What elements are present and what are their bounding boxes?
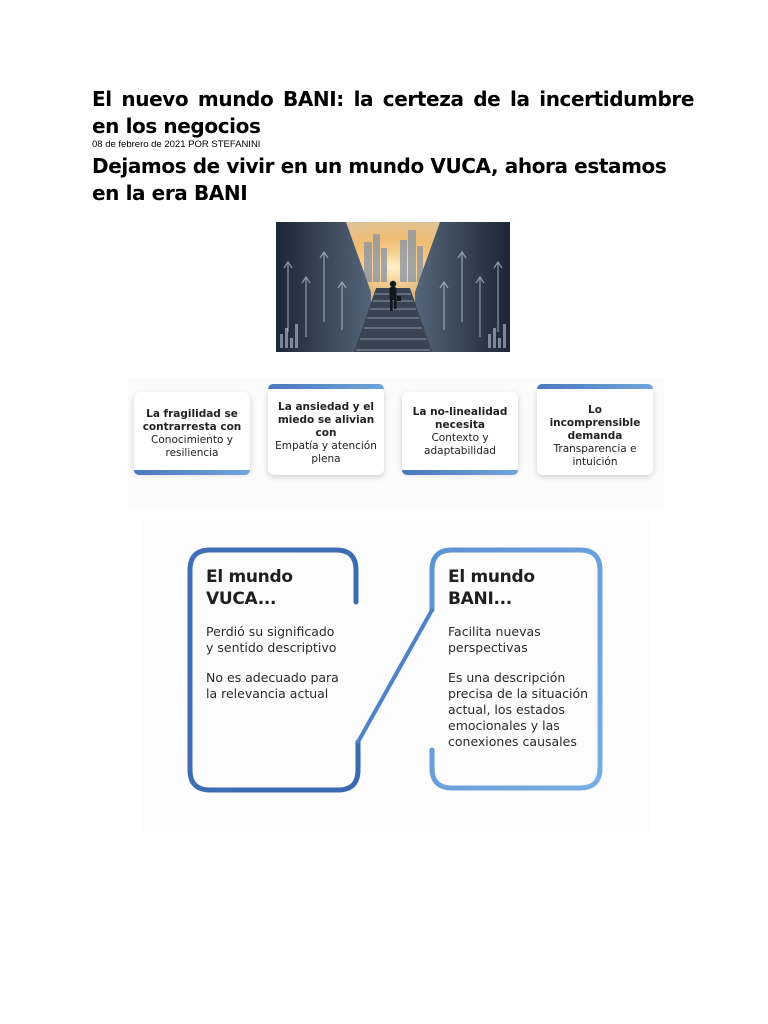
stairs-city-illustration — [276, 222, 510, 352]
card-body: Transparencia e intuición — [553, 443, 637, 468]
article-byline: 08 de febrero de 2021 POR STEFANINI — [92, 139, 261, 150]
article-title: El nuevo mundo BANI: la certeza de la incertidumbre en los negocios — [92, 87, 694, 138]
bani-paragraph-2: Es una descripción precisa de la situación actual, los estados emocionales y las conexiones causales — [448, 670, 589, 749]
bani-panel — [448, 566, 598, 750]
bani-heading-line-1: El mundo — [448, 567, 535, 587]
article-subtitle: Dejamos de vivir en un mundo VUCA, ahora estamos en la era BANI — [92, 154, 667, 205]
card-heading: La fragilidad se contrarresta con — [142, 408, 242, 433]
card-heading: La no-linealidad necesita — [412, 406, 508, 431]
card-heading: La ansiedad y el miedo se alivian con — [277, 401, 375, 439]
card-body: Empatía y atención plena — [275, 440, 377, 465]
card-nonlinearity — [402, 392, 518, 472]
vuca-heading-line-1: El mundo — [206, 567, 293, 587]
card-anxiety — [268, 387, 384, 475]
vuca-paragraph-2: No es adecuado para la relevancia actual — [206, 670, 339, 701]
card-accent-bar — [402, 470, 518, 475]
card-accent-bar — [134, 470, 250, 475]
vuca-panel — [206, 566, 356, 702]
card-fragility — [134, 392, 250, 472]
hero-image — [276, 222, 510, 352]
card-heading: Lo incomprensible demanda — [549, 404, 641, 442]
card-body: Conocimiento y resiliencia — [151, 434, 233, 459]
connector-line — [358, 610, 432, 742]
vuca-paragraph-1: Perdió su significado y sentido descriptivo — [206, 624, 337, 655]
card-accent-bar — [268, 384, 384, 389]
card-incomprehensible — [537, 387, 653, 475]
vuca-heading-line-2: VUCA... — [206, 589, 277, 609]
card-body: Contexto y adaptabilidad — [424, 432, 496, 457]
card-accent-bar — [537, 384, 653, 389]
bani-heading-line-2: BANI... — [448, 589, 512, 609]
bani-paragraph-1: Facilita nuevas perspectivas — [448, 624, 541, 655]
